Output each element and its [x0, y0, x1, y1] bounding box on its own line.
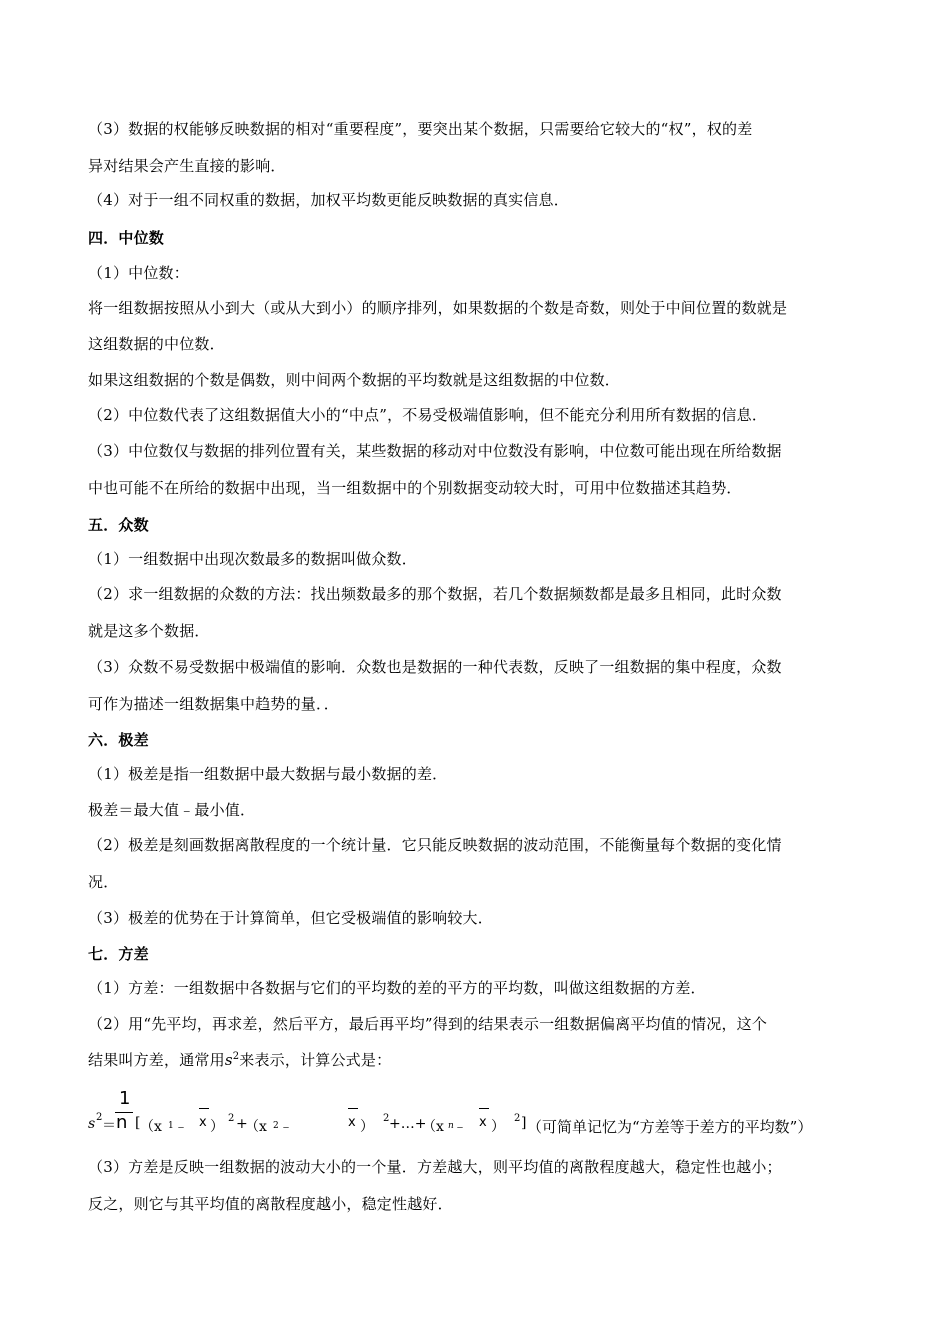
- fraction-denominator: n: [116, 1112, 128, 1133]
- paragraph-line: （2）求一组数据的众数的方法：找出频数最多的那个数据，若几个数据频数都是最多且相同，此时众数: [88, 585, 782, 603]
- paragraph-line: （3）数据的权能够反映数据的相对“重要程度”，要突出某个数据，只需要给它较大的“权”，权的差: [88, 120, 753, 138]
- paragraph-line: （2）中位数代表了这组数据值大小的“中点”，不易受极端值影响，但不能充分利用所有数据的信息．: [88, 406, 768, 424]
- term3-square: 2: [514, 1113, 521, 1124]
- term1-square: 2: [228, 1113, 235, 1124]
- paragraph-line: 反之，则它与其平均值的离散程度越小，稳定性越好．: [88, 1195, 453, 1213]
- xbar-line-3: [479, 1108, 489, 1109]
- paragraph-line: （1）中位数：: [88, 264, 189, 282]
- formula-open-bracket: [: [135, 1115, 141, 1131]
- term1-open: （x: [140, 1119, 162, 1135]
- paragraph-line: （2）极差是刻画数据离散程度的一个统计量．它只能反映数据的波动范围，不能衡量每个数据的变化情: [88, 836, 782, 854]
- formula-note: （可简单记忆为“方差等于差方的平均数”）: [527, 1118, 813, 1136]
- xbar-line-2: [348, 1108, 358, 1109]
- paragraph-line: （4）对于一组不同权重的数据，加权平均数更能反映数据的真实信息．: [88, 191, 569, 209]
- paragraph-line: 就是这多个数据．: [88, 622, 210, 640]
- formula-intro-exp: 2: [232, 1051, 240, 1062]
- term1-close: ）: [210, 1119, 224, 1135]
- term1-minus: ﹣: [174, 1119, 188, 1135]
- paragraph-line: （1）方差：一组数据中各数据与它们的平均数的差的平方的平均数，叫做这组数据的方差．: [88, 979, 706, 997]
- paragraph-line: （2）用“先平均，再求差，然后平方，最后再平均”得到的结果表示一组数据偏离平均值的情况，这个: [88, 1015, 768, 1033]
- paragraph-line: （3）极差的优势在于计算简单，但它受极端值的影响较大．: [88, 909, 493, 927]
- term2-open: （x: [245, 1119, 267, 1135]
- term2-close: ）: [360, 1119, 374, 1135]
- paragraph-line: （1）极差是指一组数据中最大数据与最小数据的差．: [88, 765, 448, 783]
- variance-formula: s 2 ＝ 1 n [ （x 1 ﹣ x ） 2 + （x 2 ﹣ x ） 2 +…+ （x n ﹣ x ） 2 ] （可简单记忆为“方差等于差方的平均数”）: [88, 1088, 813, 1136]
- formula-intro-after: 来表示，计算公式是：: [239, 1051, 392, 1069]
- formula-lhs: s: [88, 1116, 96, 1132]
- formula-intro: [88, 1049, 868, 1071]
- term2-minus: ﹣: [279, 1119, 293, 1135]
- section-heading: 五．众数: [88, 516, 149, 534]
- paragraph-line: 极差＝最大值﹣最小值．: [88, 801, 256, 819]
- xbar-1: x: [199, 1115, 207, 1130]
- formula-equals: ＝: [102, 1118, 116, 1134]
- paragraph-line: （1）一组数据中出现次数最多的数据叫做众数．: [88, 550, 417, 568]
- term3-open: （x: [422, 1119, 444, 1135]
- paragraph-line: （3）中位数仅与数据的排列位置有关，某些数据的移动对中位数没有影响，中位数可能出现在所给数据: [88, 442, 782, 460]
- paragraph-line: 将一组数据按照从小到大（或从大到小）的顺序排列，如果数据的个数是奇数，则处于中间位置的数就是: [88, 299, 788, 317]
- fraction-numerator: 1: [119, 1088, 131, 1109]
- xbar-3: x: [479, 1115, 487, 1130]
- term2-square: 2: [383, 1113, 390, 1124]
- term3-minus: ﹣: [453, 1119, 467, 1135]
- paragraph-line: （3）众数不易受数据中极端值的影响．众数也是数据的一种代表数，反映了一组数据的集中程度，众数: [88, 658, 782, 676]
- term1-sub: 1: [168, 1121, 174, 1131]
- paragraph-line: 异对结果会产生直接的影响．: [88, 157, 286, 175]
- paragraph-line: （3）方差是反映一组数据的波动大小的一个量．方差越大，则平均值的离散程度越大，稳定性也越小；: [88, 1158, 782, 1176]
- section-heading: 四．中位数: [88, 229, 165, 247]
- section-heading: 七．方差: [88, 945, 149, 963]
- formula-intro-var: s: [224, 1051, 233, 1069]
- term3-close: ）: [491, 1119, 505, 1135]
- paragraph-line: 这组数据的中位数．: [88, 335, 225, 353]
- formula-close-bracket: ]: [521, 1115, 527, 1131]
- formula-intro-before: 结果叫方差，通常用: [88, 1051, 225, 1069]
- formula-plus: +: [236, 1116, 248, 1132]
- paragraph-line: 况．: [88, 873, 119, 891]
- paragraph-line: 中也可能不在所给的数据中出现，当一组数据中的个别数据变动较大时，可用中位数描述其趋势．: [88, 479, 742, 497]
- term3-sub: n: [448, 1121, 454, 1131]
- term2-sub: 2: [273, 1121, 279, 1131]
- paragraph-line: 如果这组数据的个数是偶数，则中间两个数据的平均数就是这组数据的中位数．: [88, 371, 621, 389]
- section-heading: 六．极差: [88, 731, 149, 749]
- xbar-line-1: [199, 1108, 209, 1109]
- paragraph-line: 可作为描述一组数据集中趋势的量．．: [88, 695, 339, 713]
- xbar-2: x: [348, 1115, 356, 1130]
- formula-ellipsis: +…+: [389, 1116, 427, 1132]
